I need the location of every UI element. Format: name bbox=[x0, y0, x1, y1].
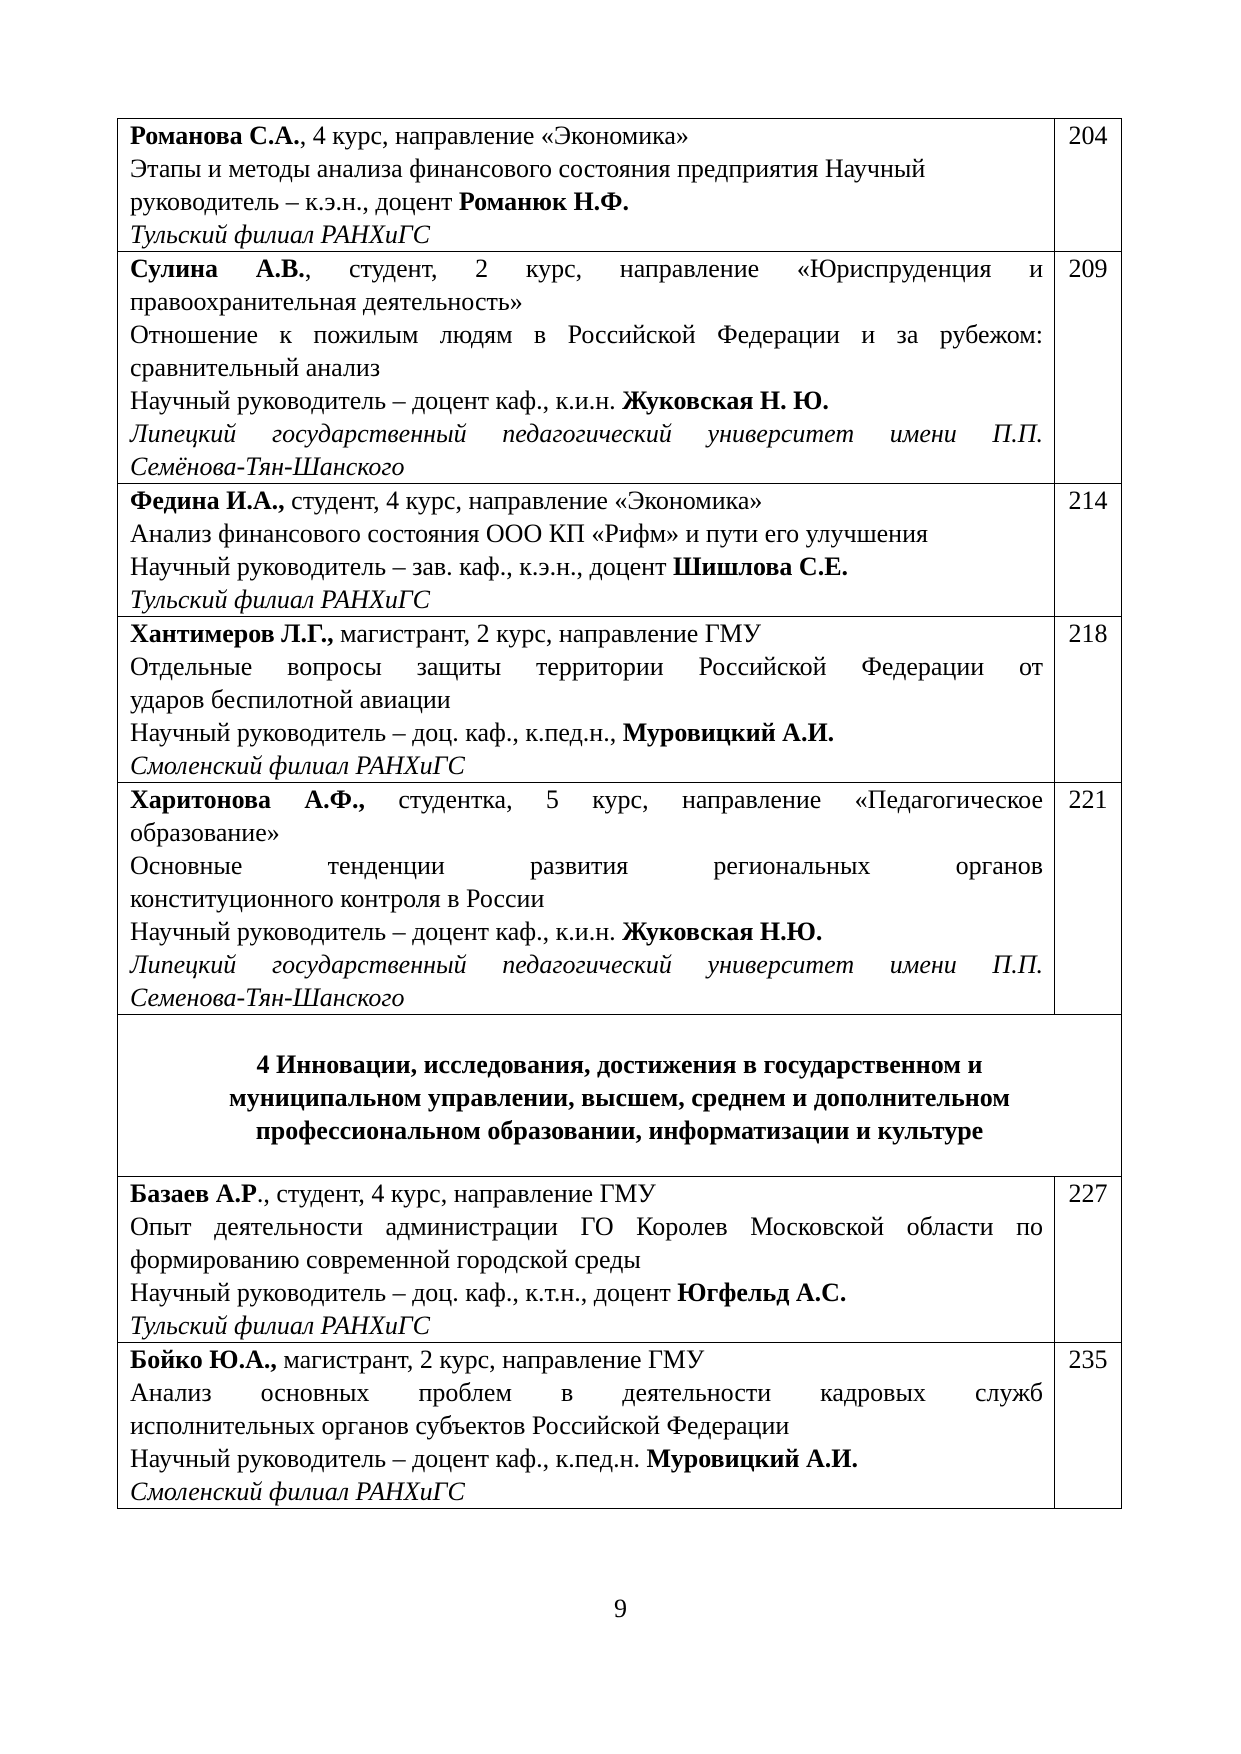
entry-line bbox=[130, 1210, 1043, 1243]
contents-row bbox=[118, 252, 1122, 484]
section-heading-line: 4 Инновации, исследования, достижения в государственном и bbox=[256, 1050, 983, 1079]
entry-text: Этапы и методы анализа финансового состояния предприятия Научный bbox=[130, 154, 926, 183]
entry-cell bbox=[118, 617, 1055, 783]
section-heading-line: профессиональном образовании, информатизации и культуре bbox=[255, 1116, 984, 1145]
contents-table-body bbox=[118, 119, 1122, 1509]
author-name: Харитонова А.Ф., bbox=[130, 785, 365, 814]
entry-line bbox=[130, 185, 1043, 218]
contents-table bbox=[117, 118, 1122, 1509]
contents-row bbox=[118, 119, 1122, 252]
affiliation: Липецкий государственный педагогический университет имени П.П. bbox=[130, 419, 1043, 448]
affiliation: Смоленский филиал РАНХиГС bbox=[130, 1477, 465, 1506]
page-ref: 218 bbox=[1055, 617, 1122, 783]
entry-line bbox=[130, 484, 1043, 517]
entry-text: Отношение к пожилым людям в Российской Федерации и за рубежом: bbox=[130, 320, 1043, 349]
author-name: Романова С.А. bbox=[130, 121, 300, 150]
entry-text: Научный руководитель – зав. каф., к.э.н., доцент bbox=[130, 552, 673, 581]
entry-text: руководитель – к.э.н., доцент bbox=[130, 187, 459, 216]
affiliation: Тульский филиал РАНХиГС bbox=[130, 1311, 430, 1340]
entry-cell bbox=[118, 783, 1055, 1015]
entry-line bbox=[130, 550, 1043, 583]
affiliation: Липецкий государственный педагогический университет имени П.П. bbox=[130, 950, 1043, 979]
entry-text: Научный руководитель – доцент каф., к.пед.н. bbox=[130, 1444, 647, 1473]
entry-line bbox=[130, 252, 1043, 285]
contents-row bbox=[118, 484, 1122, 617]
author-name: Шишлова С.Е. bbox=[672, 552, 849, 581]
author-name: Базаев А.Р bbox=[130, 1179, 257, 1208]
affiliation: Семенова-Тян-Шанского bbox=[130, 983, 405, 1012]
entry-cell bbox=[118, 1177, 1055, 1343]
entry-line bbox=[130, 1276, 1043, 1309]
author-name: Жуковская Н. Ю. bbox=[622, 386, 829, 415]
page-ref: 221 bbox=[1055, 783, 1122, 1015]
entry-cell bbox=[118, 1343, 1055, 1509]
author-name: Федина И.А., bbox=[130, 486, 285, 515]
author-name: Хантимеров Л.Г., bbox=[130, 619, 334, 648]
entry-text: Научный руководитель – доцент каф., к.и.н. bbox=[130, 917, 623, 946]
entry-line bbox=[130, 1243, 1043, 1276]
entry-text: Основные тенденции развития региональных органов bbox=[130, 851, 1043, 880]
affiliation: Тульский филиал РАНХиГС bbox=[130, 220, 430, 249]
contents-row bbox=[118, 617, 1122, 783]
affiliation: Семёнова-Тян-Шанского bbox=[130, 452, 405, 481]
section-heading bbox=[118, 1015, 1122, 1177]
entry-line bbox=[130, 152, 1043, 185]
contents-row bbox=[118, 783, 1122, 1015]
entry-text: , 4 курс, направление «Экономика» bbox=[299, 121, 689, 150]
section-row bbox=[118, 1015, 1122, 1177]
entry-text: Научный руководитель – доц. каф., к.т.н., доцент bbox=[130, 1278, 678, 1307]
entry-cell bbox=[118, 252, 1055, 484]
entry-text: конституционного контроля в России bbox=[130, 884, 545, 913]
page-ref: 235 bbox=[1055, 1343, 1122, 1509]
entry-line bbox=[130, 285, 1043, 318]
author-name: Югфельд А.С. bbox=[677, 1278, 847, 1307]
author-name: Бойко Ю.А., bbox=[130, 1345, 277, 1374]
page-ref: 204 bbox=[1055, 119, 1122, 252]
entry-line bbox=[130, 1177, 1043, 1210]
entry-line bbox=[130, 1442, 1043, 1475]
entry-cell bbox=[118, 484, 1055, 617]
entry-line bbox=[130, 119, 1043, 152]
author-name: Жуковская Н.Ю. bbox=[622, 917, 823, 946]
entry-line bbox=[130, 517, 1043, 550]
entry-line bbox=[130, 351, 1043, 384]
page-ref: 227 bbox=[1055, 1177, 1122, 1343]
entry-line bbox=[130, 783, 1043, 816]
entry-line bbox=[130, 650, 1043, 683]
section-heading-line: муниципальном управлении, высшем, среднем и дополнительном bbox=[229, 1083, 1010, 1112]
author-name: Романюк Н.Ф. bbox=[458, 187, 630, 216]
entry-line bbox=[130, 915, 1043, 948]
entry-text: Отдельные вопросы защиты территории Российской Федерации от bbox=[130, 652, 1043, 681]
entry-cell bbox=[118, 119, 1055, 252]
entry-text: Научный руководитель – доц. каф., к.пед.н., bbox=[130, 718, 623, 747]
entry-text: Анализ финансового состояния ООО КП «Рифм» и пути его улучшения bbox=[130, 519, 928, 548]
entry-line bbox=[130, 1376, 1043, 1409]
entry-text: магистрант, 2 курс, направление ГМУ bbox=[276, 1345, 705, 1374]
entry-text: магистрант, 2 курс, направление ГМУ bbox=[333, 619, 761, 648]
entry-text: студент, 4 курс, направление «Экономика» bbox=[284, 486, 763, 515]
entry-text: Опыт деятельности администрации ГО Королев Московской области по bbox=[130, 1212, 1043, 1241]
affiliation: Смоленский филиал РАНХиГС bbox=[130, 751, 465, 780]
entry-text: правоохранительная деятельность» bbox=[130, 287, 523, 316]
entry-line bbox=[130, 816, 1043, 849]
entry-line bbox=[130, 716, 1043, 749]
page-ref: 209 bbox=[1055, 252, 1122, 484]
entry-line bbox=[130, 1343, 1043, 1376]
author-name: Сулина А.В. bbox=[130, 254, 305, 283]
entry-text: образование» bbox=[130, 818, 280, 847]
entry-line bbox=[130, 318, 1043, 351]
author-name: Муровицкий А.И. bbox=[622, 718, 835, 747]
contents-row bbox=[118, 1343, 1122, 1509]
entry-line bbox=[130, 849, 1043, 882]
author-name: Муровицкий А.И. bbox=[646, 1444, 858, 1473]
entry-text: Анализ основных проблем в деятельности кадровых служб bbox=[130, 1378, 1043, 1407]
affiliation: Тульский филиал РАНХиГС bbox=[130, 585, 430, 614]
entry-line bbox=[130, 1409, 1043, 1442]
page-number: 9 bbox=[614, 1594, 627, 1623]
entry-text: ударов беспилотной авиации bbox=[130, 685, 451, 714]
entry-text: студентка, 5 курс, направление «Педагогическое bbox=[364, 785, 1043, 814]
entry-text: исполнительных органов субъектов Российской Федерации bbox=[130, 1411, 790, 1440]
entry-text: сравнительный анализ bbox=[130, 353, 381, 382]
entry-text: , студент, 2 курс, направление «Юриспруденция и bbox=[304, 254, 1043, 283]
entry-line bbox=[130, 882, 1043, 915]
entry-line bbox=[130, 617, 1043, 650]
contents-row bbox=[118, 1177, 1122, 1343]
entry-text: формированию современной городской среды bbox=[130, 1245, 641, 1274]
entry-text: Научный руководитель – доцент каф., к.и.н. bbox=[130, 386, 623, 415]
entry-line bbox=[130, 384, 1043, 417]
entry-text: ., студент, 4 курс, направление ГМУ bbox=[256, 1179, 656, 1208]
page-ref: 214 bbox=[1055, 484, 1122, 617]
entry-line bbox=[130, 683, 1043, 716]
